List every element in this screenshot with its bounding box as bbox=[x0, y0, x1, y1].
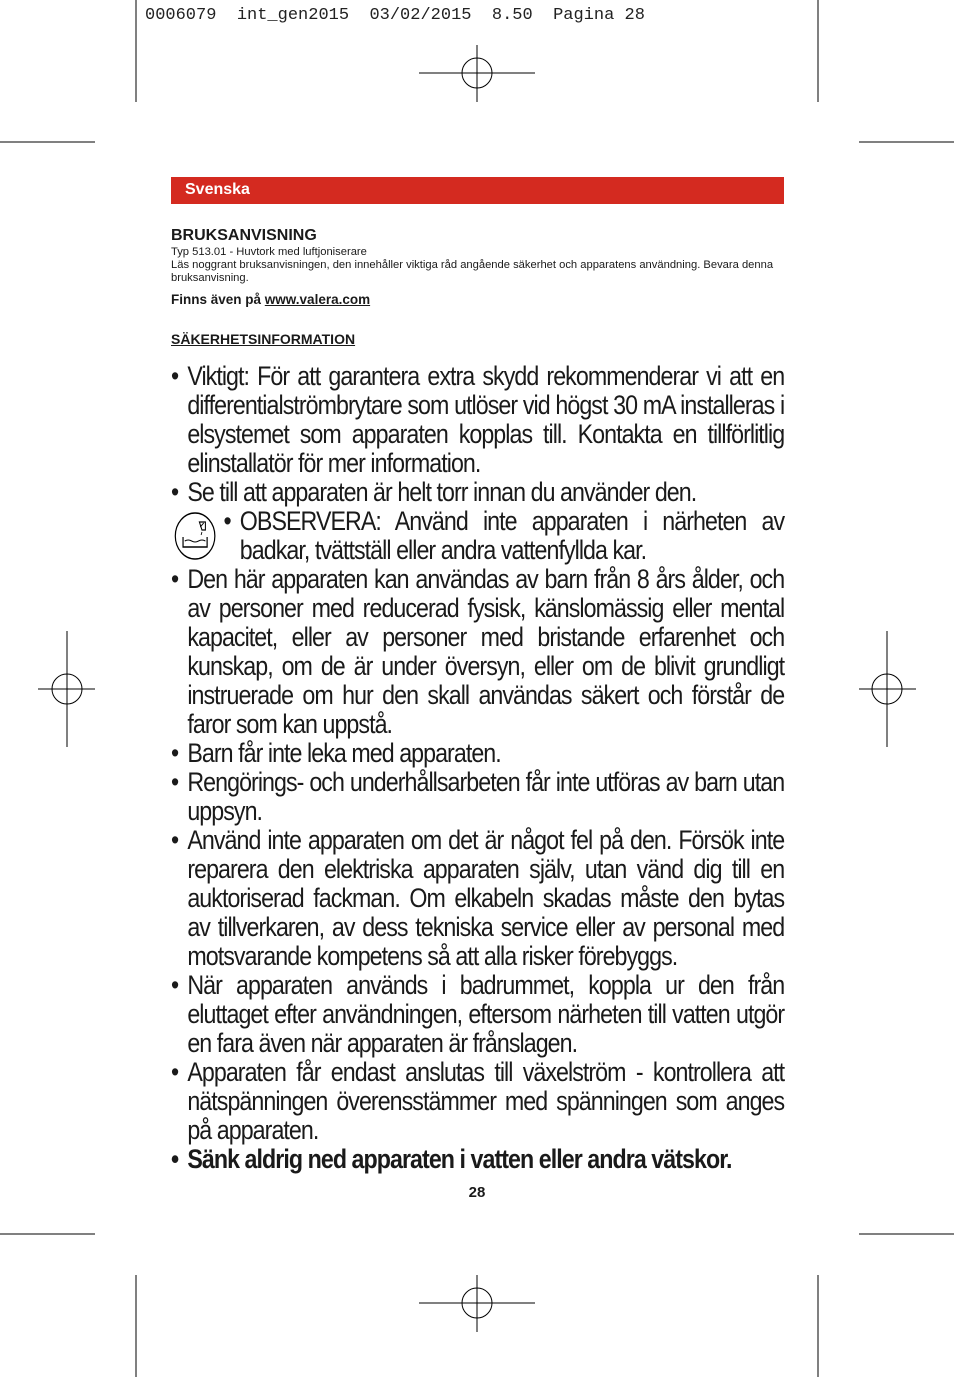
safety-item-text: Barn får inte leka med apparaten. bbox=[187, 738, 501, 768]
safety-list bbox=[171, 362, 784, 1174]
bullet: • bbox=[171, 825, 179, 855]
safety-item-text: Viktigt: För att garantera extra skydd rekommenderar vi att en differentialströmbrytare som utlöser vid högst 30 mA installeras i elsystemet som apparaten kopplas till. Kontakta en tillförlitlig elinstallatör för mer information. bbox=[187, 361, 785, 478]
also-available-label: Finns även på bbox=[171, 292, 262, 307]
registration-mark-left bbox=[38, 631, 95, 747]
bullet: • bbox=[171, 361, 179, 391]
safety-item bbox=[171, 768, 784, 826]
bullet: • bbox=[171, 1057, 179, 1087]
safety-item bbox=[171, 739, 784, 768]
also-available-line bbox=[171, 292, 784, 308]
registration-mark-top bbox=[419, 45, 535, 102]
product-type-line: Typ 513.01 - Huvtork med luftjoniserare bbox=[171, 246, 367, 258]
safety-item bbox=[171, 362, 784, 478]
safety-item-emphasis bbox=[171, 1145, 784, 1174]
bullet: • bbox=[171, 564, 179, 594]
section-title: SÄKERHETSINFORMATION bbox=[171, 331, 356, 347]
slug-time: 8.50 bbox=[491, 6, 533, 25]
registration-mark-right bbox=[859, 631, 916, 747]
page-number: 28 bbox=[468, 1184, 486, 1201]
bullet: • bbox=[171, 738, 179, 768]
intro-text: Läs noggrant bruksanvisningen, den innehåller viktiga råd angående säkerhet och apparatens användning. Bevara denna bruksanvisning. bbox=[171, 259, 774, 284]
safety-item bbox=[171, 971, 784, 1058]
safety-item-text: OBSERVERA: Använd inte apparaten i närheten av badkar, tvättställ eller andra vattenfyllda kar. bbox=[239, 506, 785, 565]
language-bar bbox=[171, 177, 784, 204]
safety-item-text: Använd inte apparaten om det är något fel på den. Försök inte reparera den elektriska apparaten själv, utan vänd dig till en auktoriserad fackman. Om elkabeln skadas måste den bytas av tillverkaren, av dess tekniska service eller av personal med motsvarande kompetens så att alla risker förebyggs. bbox=[187, 825, 785, 971]
document-title: BRUKSANVISNING bbox=[171, 227, 317, 244]
bullet: • bbox=[171, 1144, 179, 1174]
safety-item-text: Sänk aldrig ned apparaten i vatten eller andra vätskor. bbox=[187, 1144, 732, 1174]
language-label: Svenska bbox=[185, 181, 250, 198]
safety-item bbox=[171, 565, 784, 739]
bullet: • bbox=[171, 767, 179, 797]
safety-item-text: När apparaten används i badrummet, koppla ur den från eluttaget efter användningen, eftersom närheten till vatten utgör en fara även när apparaten är frånslagen. bbox=[187, 970, 785, 1058]
no-bath-water-icon bbox=[171, 510, 219, 562]
safety-item-text: Se till att apparaten är helt torr innan du använder den. bbox=[187, 477, 697, 507]
registration-mark-bottom bbox=[419, 1275, 535, 1332]
manual-content bbox=[171, 226, 784, 1174]
bullet: • bbox=[171, 477, 179, 507]
safety-item bbox=[171, 478, 784, 507]
safety-item-text: Den här apparaten kan användas av barn från 8 års ålder, och av personer med reducerad fysisk, känslomässig eller mental kapacitet, eller av personer med bristande erfarenhet och kunskap, om de är under översyn, eller om de blivit grundligt instruerade om hur den skall användas säkert och förstår de faror som kan uppstå. bbox=[187, 564, 785, 739]
slug-date: 03/02/2015 bbox=[369, 6, 472, 25]
safety-item-text: Apparaten får endast anslutas till växelström - kontrollera att nätspänningen överensstämmer med spänningen som anges på apparaten. bbox=[187, 1057, 785, 1145]
slug-page-label: Pagina 28 bbox=[553, 6, 645, 25]
safety-item bbox=[171, 826, 784, 971]
safety-item-warning bbox=[171, 507, 784, 565]
safety-item bbox=[171, 1058, 784, 1145]
slug-code: 0006079 bbox=[145, 6, 217, 25]
bullet: • bbox=[223, 506, 231, 536]
bullet: • bbox=[171, 970, 179, 1000]
slug-file: int_gen2015 bbox=[236, 6, 350, 25]
website-link[interactable]: www.valera.com bbox=[264, 292, 371, 307]
safety-item-text: Rengörings- och underhållsarbeten får inte utföras av barn utan uppsyn. bbox=[187, 767, 785, 826]
